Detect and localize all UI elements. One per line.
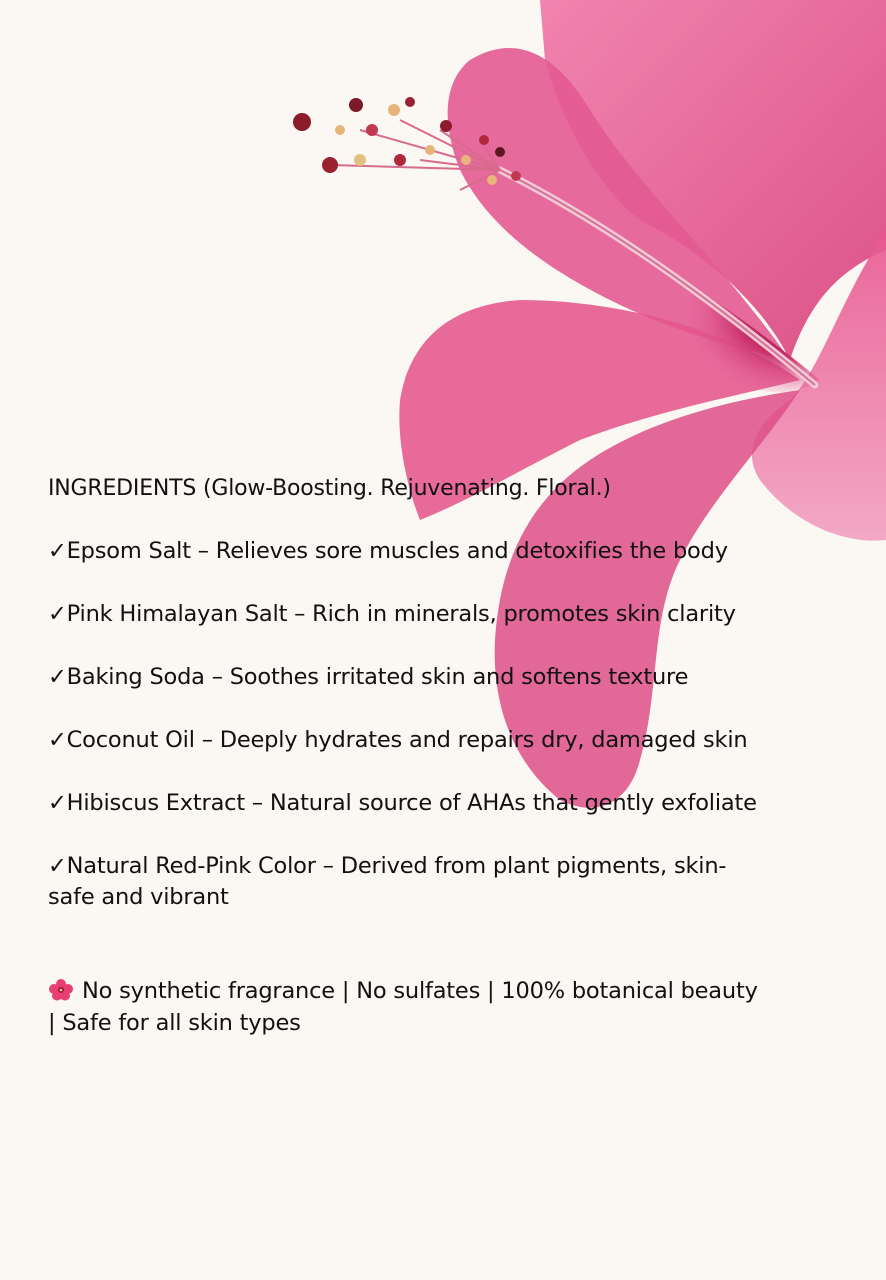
ingredient-item — [48, 725, 768, 756]
footer-text: No synthetic fragrance | No sulfates | 100% botanical beauty | Safe for all skin types — [48, 978, 758, 1036]
ingredient-text: Coconut Oil – Deeply hydrates and repairs dry, damaged skin — [66, 727, 748, 753]
ingredient-item — [48, 788, 768, 819]
ingredient-text: Baking Soda – Soothes irritated skin and softens texture — [66, 664, 689, 690]
ingredient-text: Natural Red-Pink Color – Derived from plant pigments, skin-safe and vibrant — [48, 853, 727, 910]
ingredient-item — [48, 599, 768, 630]
ingredient-text: Pink Himalayan Salt – Rich in minerals, promotes skin clarity — [66, 601, 736, 627]
ingredient-text: Hibiscus Extract – Natural source of AHAs that gently exfoliate — [66, 790, 757, 816]
ingredient-text: Epsom Salt – Relieves sore muscles and detoxifies the body — [66, 538, 728, 564]
footer-note — [48, 975, 768, 1039]
hibiscus-icon — [48, 979, 74, 1001]
ingredient-item — [48, 662, 768, 693]
ingredients-panel — [48, 474, 768, 1062]
ingredients-heading: INGREDIENTS (Glow-Boosting. Rejuvenating. Floral.) — [48, 476, 611, 501]
check-icon: ✓ — [48, 790, 67, 816]
ingredient-item — [48, 851, 768, 913]
check-icon: ✓ — [48, 664, 67, 690]
check-icon: ✓ — [48, 853, 67, 879]
ingredient-item — [48, 536, 768, 567]
check-icon: ✓ — [48, 727, 67, 753]
check-icon: ✓ — [48, 601, 67, 627]
check-icon: ✓ — [48, 538, 67, 564]
